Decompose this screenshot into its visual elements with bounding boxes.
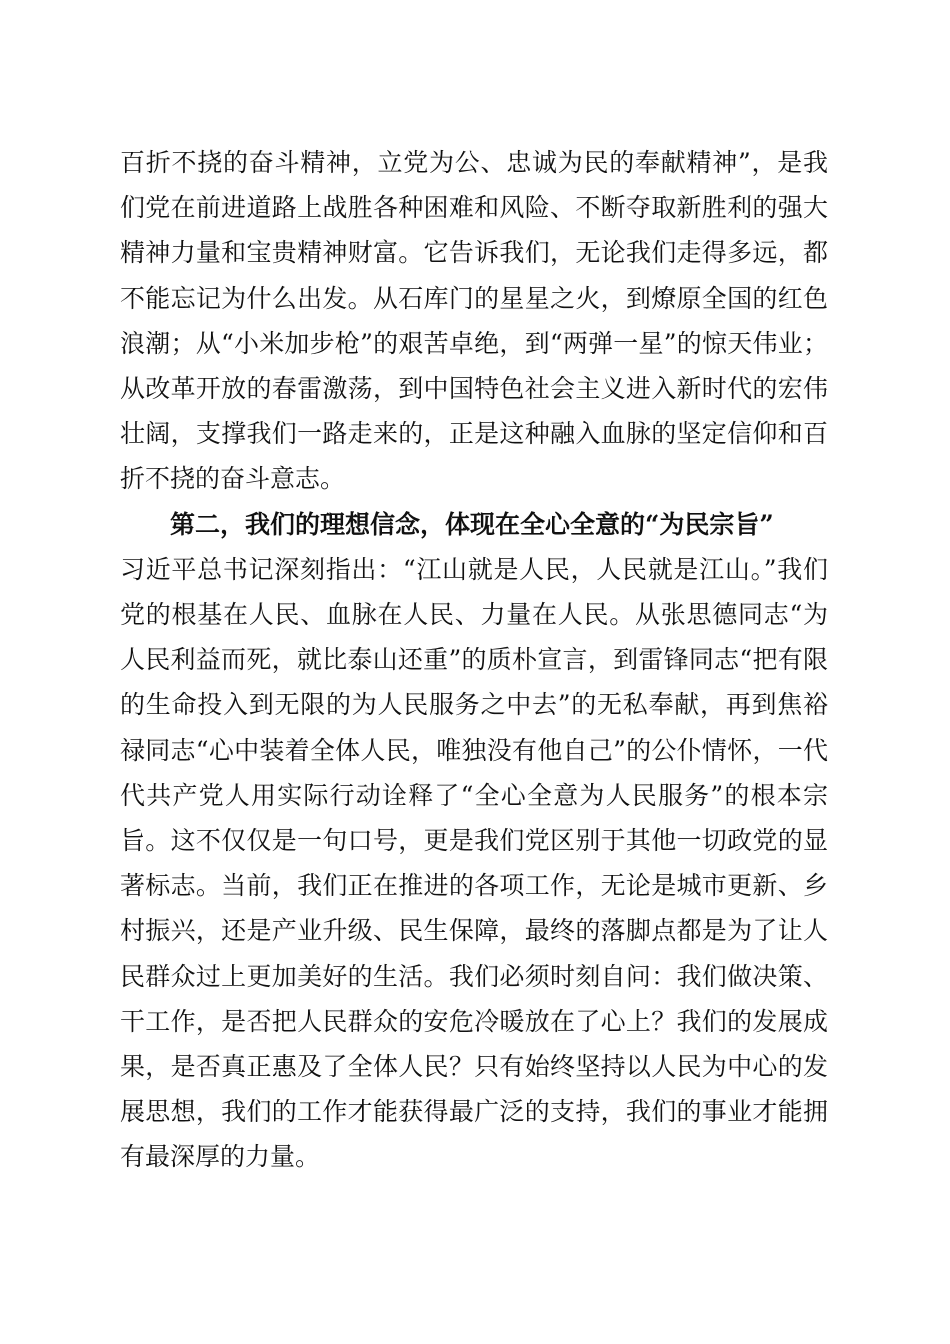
paragraph-continuation: 百折不挠的奋斗精神，立党为公、忠诚为民的奉献精神”，是我们党在前进道路上战胜各种困难和风险、不断夺取新胜利的强大精神力量和宝贵精神财富。它告诉我们，无论我们走得多远，都不能忘记为什么出发。从石库门的星星之火，到燎原全国的红色浪潮；从“小米加步枪”的艰苦卓绝，到“两弹一星”的惊天伟业；从改革开放的春雷激荡，到中国特色社会主义进入新时代的宏伟壮阔，支撑我们一路走来的，正是这种融入血脉的坚定信仰和百折不挠的奋斗意志。 [120, 148, 828, 494]
paragraph-people-purpose: 习近平总书记深刻指出：“江山就是人民，人民就是江山。”我们党的根基在人民、血脉在人民、力量在人民。从张思德同志“为人民利益而死，就比泰山还重”的质朴宣言，到雷锋同志“把有限的生命投入到无限的为人民服务之中去”的无私奉献，再到焦裕禄同志“心中装着全体人民，唯独没有他自己”的公仆情怀，一代代共产党人用实际行动诠释了“全心全意为人民服务”的根本宗旨。这不仅仅是一句口号，更是我们党区别于其他一切政党的显著标志。当前，我们正在推进的各项工作，无论是城市更新、乡村振兴，还是产业升级、民生保障，最终的落脚点都是为了让人民群众过上更加美好的生活。我们必须时刻自问：我们做决策、干工作，是否把人民群众的安危冷暖放在了心上？我们的发展成果，是否真正惠及了全体人民？只有始终坚持以人民为中心的发展思想，我们的工作才能获得最广泛的支持，我们的事业才能拥有最深厚的力量。 [120, 554, 828, 1172]
document-page [120, 140, 828, 1180]
section-heading-second: 第二，我们的理想信念，体现在全心全意的“为民宗旨” [170, 509, 774, 539]
